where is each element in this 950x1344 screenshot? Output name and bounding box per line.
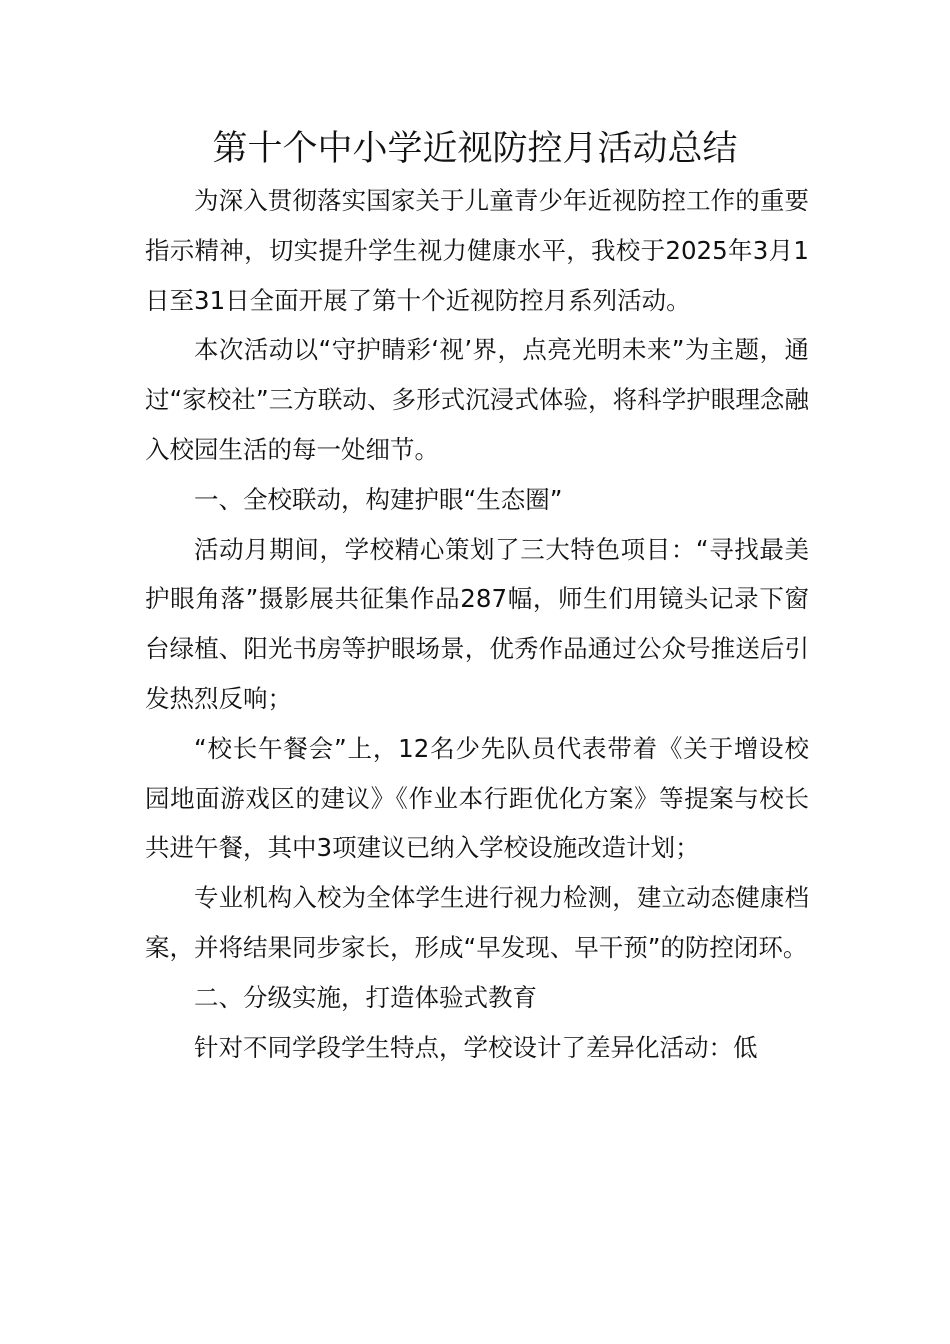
paragraph-differentiated-start: 针对不同学段学生特点，学校设计了差异化活动：低 <box>194 1032 758 1062</box>
document-body <box>145 176 809 1072</box>
paragraph-vision-check: 专业机构入校为全体学生进行视力检测，建立动态健康档案，并将结果同步家长，形成“早发现、早干预”的防控闭环。 <box>145 883 809 962</box>
paragraph-lunch-meeting: “校长午餐会”上，12名少先队员代表带着《关于增设校园地面游戏区的建议》《作业本行距优化方案》等提案与校长共进午餐，其中3项建议已纳入学校设施改造计划； <box>145 733 809 863</box>
paragraph-intro: 为深入贯彻落实国家关于儿童青少年近视防控工作的重要指示精神，切实提升学生视力健康水平，我校于2025年3月1日至31日全面开展了第十个近视防控月系列活动。 <box>145 186 809 315</box>
paragraph-projects: 活动月期间，学校精心策划了三大特色项目：“寻找最美护眼角落”摄影展共征集作品287幅，师生们用镜头记录下窗台绿植、阳光书房等护眼场景，优秀作品通过公众号推送后引发热烈反响； <box>145 534 809 713</box>
paragraph-theme: 本次活动以“守护睛彩‘视’界，点亮光明未来”为主题，通过“家校社”三方联动、多形式沉浸式体验，将科学护眼理念融入校园生活的每一处细节。 <box>145 335 809 464</box>
document-title: 第十个中小学近视防控月活动总结 <box>212 129 738 169</box>
section-heading-2: 二、分级实施，打造体验式教育 <box>194 982 537 1012</box>
section-heading-1: 一、全校联动，构建护眼“生态圈” <box>194 484 563 514</box>
